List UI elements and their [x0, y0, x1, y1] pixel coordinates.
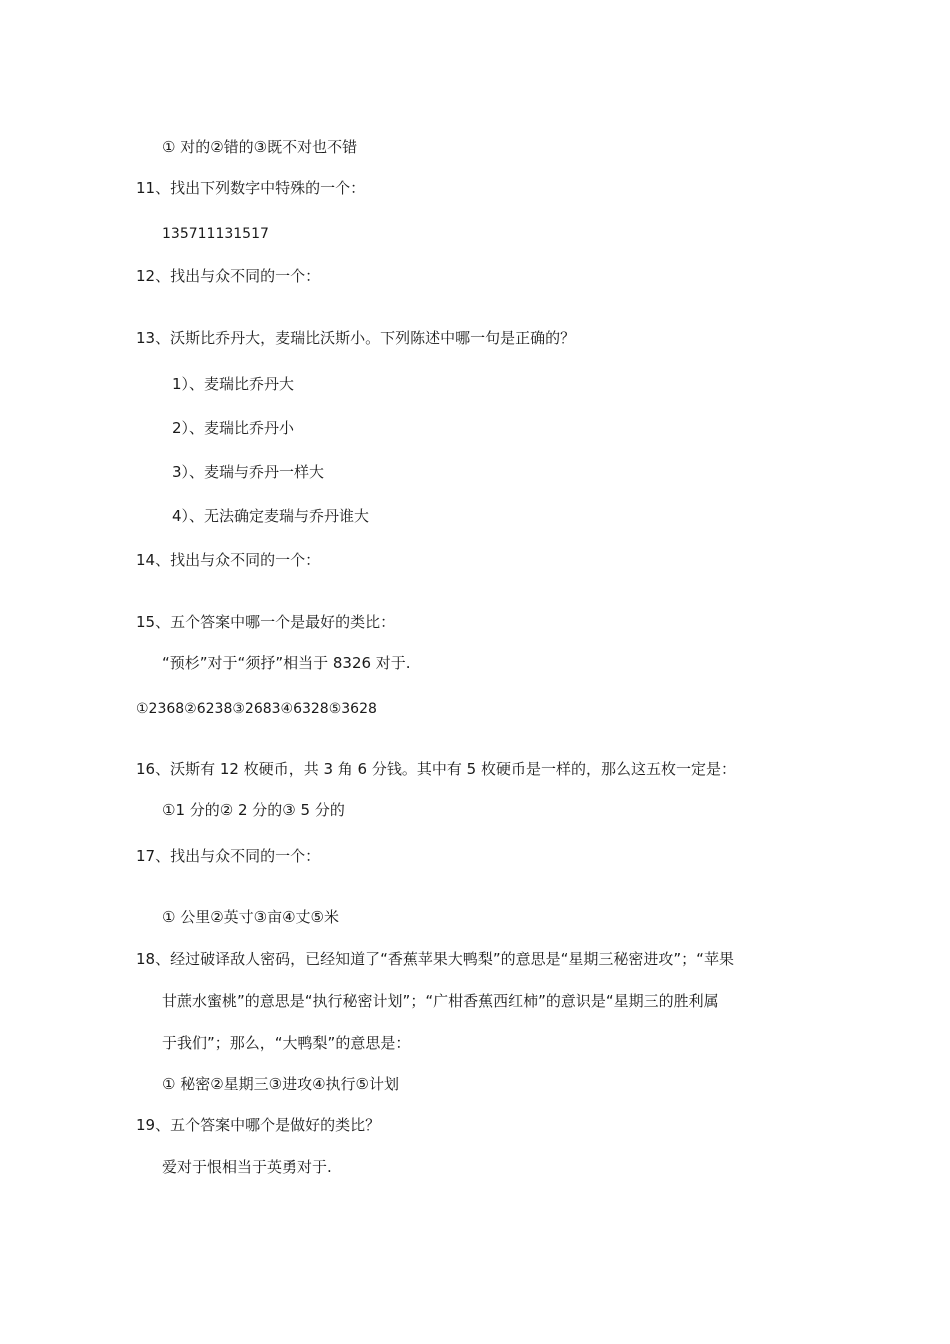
q19-analogy: 爱对于恨相当于英勇对于.	[162, 1158, 332, 1176]
q15-analogy: “预杉”对于“须抒”相当于 8326 对于.	[162, 654, 411, 672]
q13-option-2: 2）、麦瑞比乔丹小	[172, 419, 295, 437]
question-11: 11、找出下列数字中特殊的一个：	[136, 179, 366, 197]
q13-option-1: 1）、麦瑞比乔丹大	[172, 375, 295, 393]
q10-options: ① 对的②错的③既不对也不错	[162, 138, 358, 156]
question-12: 12、找出与众不同的一个：	[136, 267, 321, 285]
q13-option-3: 3）、麦瑞与乔丹一样大	[172, 463, 325, 481]
question-16: 16、沃斯有 12 枚硬币，共 3 角 6 分钱。其中有 5 枚硬币是一样的，那么这五枚一定是：	[136, 760, 736, 778]
question-15: 15、五个答案中哪一个是最好的类比：	[136, 613, 396, 631]
q11-number-sequence: 135711131517	[162, 226, 269, 242]
question-18-line-2: 甘蔗水蜜桃”的意思是“执行秘密计划”；“广柑香蕉西红柿”的意识是“星期三的胜利属	[162, 992, 719, 1010]
question-13: 13、沃斯比乔丹大，麦瑞比沃斯小。下列陈述中哪一句是正确的？	[136, 329, 576, 347]
question-18-line-1: 18、经过破译敌人密码，已经知道了“香蕉苹果大鸭梨”的意思是“星期三秘密进攻”；“苹果	[136, 950, 734, 968]
q15-options: ①2368②6238③2683④6328⑤3628	[136, 701, 377, 717]
q18-options: ① 秘密②星期三③进攻④执行⑤计划	[162, 1075, 400, 1093]
q17-options: ① 公里②英寸③亩④丈⑤米	[162, 908, 340, 926]
question-19: 19、五个答案中哪个是做好的类比？	[136, 1116, 381, 1134]
question-14: 14、找出与众不同的一个：	[136, 551, 321, 569]
q13-option-4: 4）、无法确定麦瑞与乔丹谁大	[172, 507, 370, 525]
question-18-line-3: 于我们”；那么，“大鸭梨”的意思是：	[162, 1034, 411, 1052]
question-17: 17、找出与众不同的一个：	[136, 847, 321, 865]
q16-options: ①1 分的② 2 分的③ 5 分的	[162, 801, 345, 819]
